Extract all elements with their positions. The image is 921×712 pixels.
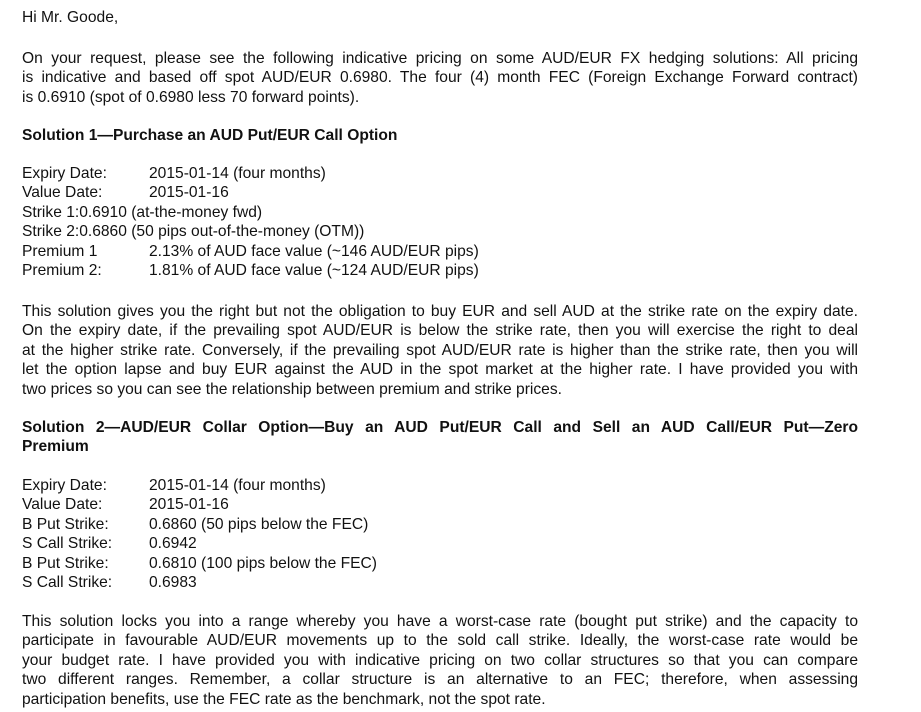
intro-line: On your request, please see the following indicative pricing on some AUD/EUR FX hedging solutions: All pricing [22, 50, 858, 67]
explanation-line: at the higher strike rate. Conversely, if the prevailing spot AUD/EUR rate is higher than the strike rate, then you will [22, 341, 858, 359]
explanation-line: participation benefits, use the FEC rate as the benchmark, not the spot rate. [22, 690, 546, 708]
greeting-text: Hi Mr. Goode, [22, 9, 119, 26]
detail-value: 0.6860 (50 pips out-of-the-money (OTM)) [79, 223, 365, 241]
detail-value: 0.6910 (at-the-money fwd) [79, 203, 263, 221]
detail-row-strike-2 [22, 222, 858, 241]
detail-label: Premium 2: [22, 261, 102, 279]
detail-row-value-date [22, 183, 858, 202]
detail-row-s-call-strike [22, 534, 858, 553]
solution2-heading-line: Solution 2—AUD/EUR Collar Option—Buy an AUD Put/EUR Call and Sell an AUD Call/EUR Put—Zero [22, 419, 858, 436]
detail-label: Expiry Date: [22, 477, 107, 494]
detail-value: 1.81% of AUD face value (~124 AUD/EUR pips) [149, 261, 479, 279]
detail-label: Strike 2: [22, 223, 80, 241]
solution2-heading-line: Premium [22, 438, 89, 456]
solution1-details [22, 164, 858, 280]
explanation-line: This solution gives you the right but not the obligation to buy EUR and sell AUD at the strike rate on the expiry date. [22, 303, 858, 320]
explanation-line: This solution locks you into a range whereby you have a worst-case rate (bought put strike) and the capacity to [22, 613, 858, 630]
explanation-line: let the option lapse and buy EUR against the AUD in the spot market at the higher rate. I have provided you with [22, 361, 858, 379]
detail-value: 0.6860 (50 pips below the FEC) [149, 515, 369, 533]
detail-value: 0.6810 (100 pips below the FEC) [149, 554, 377, 572]
detail-value: 2015-01-14 (four months) [149, 165, 326, 182]
detail-value: 2015-01-14 (four months) [149, 477, 326, 494]
explanation-line: participate in favourable AUD/EUR movements up to the sold call strike. Ideally, the worst-case rate would be [22, 632, 858, 650]
intro-paragraph [22, 49, 858, 107]
detail-label: B Put Strike: [22, 515, 109, 533]
solution1-heading [22, 126, 858, 145]
detail-row-expiry-date [22, 164, 858, 183]
detail-row-premium-2 [22, 261, 858, 280]
detail-label: S Call Strike: [22, 535, 113, 553]
solution2-details [22, 476, 858, 592]
solution2-explanation [22, 612, 858, 709]
detail-row-s-call-strike [22, 573, 858, 592]
detail-label: Expiry Date: [22, 165, 107, 182]
detail-row-value-date [22, 495, 858, 514]
solution1-heading-text: Solution 1—Purchase an AUD Put/EUR Call Option [22, 127, 398, 144]
detail-label: B Put Strike: [22, 554, 109, 572]
intro-line: is indicative and based off spot AUD/EUR 0.6980. The four (4) month FEC (Foreign Exchange Forward contract) [22, 69, 858, 87]
detail-value: 2015-01-16 [149, 184, 229, 202]
detail-value: 2.13% of AUD face value (~146 AUD/EUR pips) [149, 242, 479, 260]
solution1-explanation [22, 302, 858, 399]
intro-line: is 0.6910 (spot of 0.6980 less 70 forward points). [22, 88, 360, 106]
explanation-line: On the expiry date, if the prevailing spot AUD/EUR is below the strike rate, then you will exercise the right to deal [22, 322, 858, 340]
detail-value: 2015-01-16 [149, 496, 229, 514]
detail-label: Strike 1: [22, 203, 80, 221]
detail-row-premium-1 [22, 242, 858, 261]
explanation-line: your budget rate. I have provided you with indicative pricing on two collar structures so that you can compare [22, 651, 858, 669]
greeting [22, 8, 858, 27]
detail-label: S Call Strike: [22, 573, 113, 591]
detail-row-strike-1 [22, 203, 858, 222]
explanation-line: two different ranges. Remember, a collar structure is an alternative to an FEC; therefore, when assessing [22, 671, 858, 689]
solution2-heading [22, 418, 858, 457]
detail-value: 0.6942 [149, 535, 197, 553]
detail-row-b-put-strike [22, 515, 858, 534]
detail-label: Value Date: [22, 184, 103, 202]
detail-row-expiry-date [22, 476, 858, 495]
detail-label: Premium 1 [22, 242, 98, 260]
detail-label: Value Date: [22, 496, 103, 514]
explanation-line: two prices so you can see the relationship between premium and strike prices. [22, 380, 562, 398]
detail-value: 0.6983 [149, 573, 197, 591]
detail-row-b-put-strike [22, 554, 858, 573]
